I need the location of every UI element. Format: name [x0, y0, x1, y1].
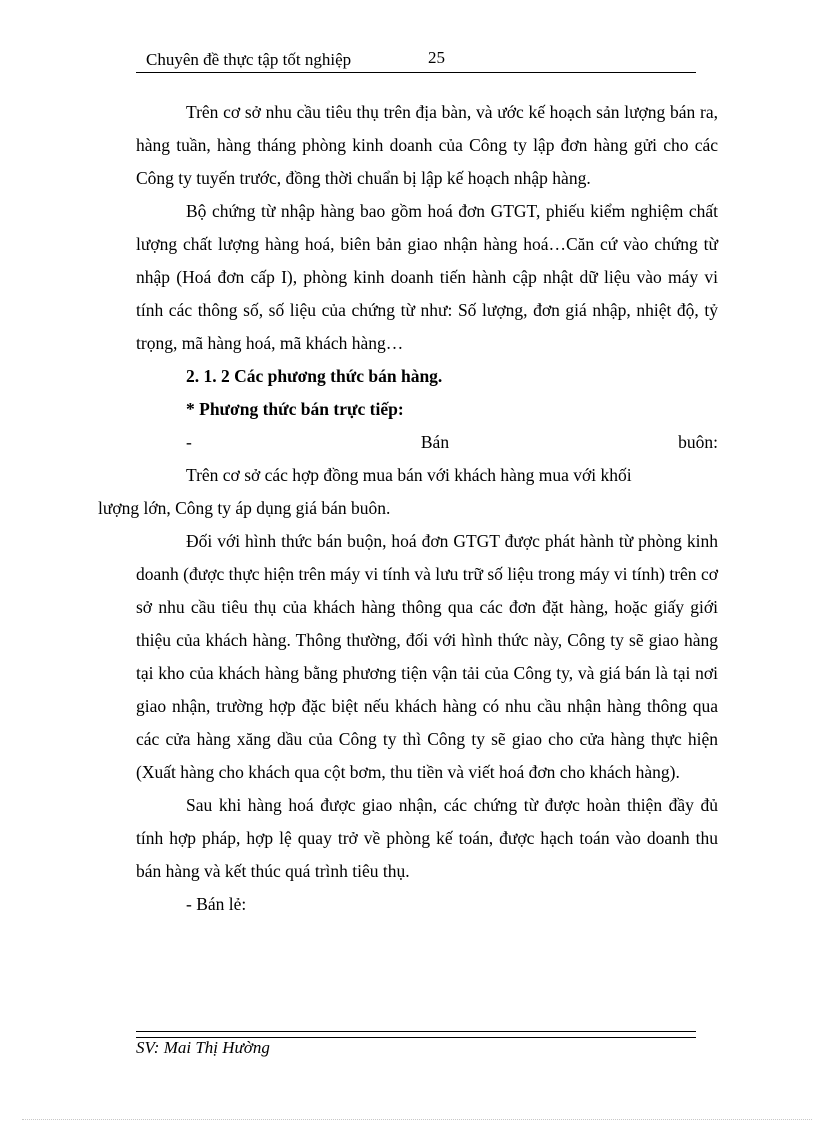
footer-divider — [136, 1031, 696, 1038]
list-item-word-2: buôn: — [678, 432, 718, 452]
header-title: Chuyên đề thực tập tốt nghiệp — [146, 50, 352, 69]
subheading: * Phương thức bán trực tiếp: — [186, 399, 404, 419]
paragraph-3-line-2: lượng lớn, Công ty áp dụng giá bán buôn. — [98, 498, 391, 518]
page-edge-divider — [22, 1119, 812, 1120]
page-header — [136, 46, 696, 73]
paragraph-1-line-1: Trên cơ sở nhu cầu tiêu thụ trên địa bàn, và ước kế hoạch sản lượng — [186, 102, 666, 122]
paragraph-2: Bộ chứng từ nhập hàng bao gồm hoá đơn GTGT, phiếu kiểm nghiệm chất lượng chất lượng hàng hoá, biên bản giao nhận hàng hoá…Căn cứ vào chứng từ nhập (Hoá đơn cấp I), phòng kinh doanh tiến hành cập nhật dữ liệu vào máy vi tính các thông số, số liệu của chứng từ như: Số lượng, đơn giá nhập, nhiệt độ, tỷ trọng, mã hàng hoá, mã khách hàng… — [136, 201, 718, 353]
footer-author: SV: Mai Thị Hường — [136, 1038, 270, 1057]
body-text — [98, 96, 718, 921]
paragraph-1 — [136, 96, 718, 195]
list-item-wholesale — [136, 426, 718, 459]
paragraph-5: Sau khi hàng hoá được giao nhận, các chứng từ được hoàn thiện đầy đủ tính hợp pháp, hợp lệ quay trở về phòng kế toán, được hạch toán vào doanh thu bán hàng và kết thúc quá trình tiêu thụ. — [136, 795, 718, 881]
paragraph-1-rest: bán ra, hàng tuần, hàng tháng phòng kinh doanh của Công ty lập đơn hàng gửi cho các Công ty tuyến trước, đồng thời chuẩn bị lập kế hoạch nhập hàng. — [136, 102, 718, 188]
paragraph-4: Đối với hình thức bán buộn, hoá đơn GTGT được phát hành từ phòng kinh doanh (được thực hiện trên máy vi tính và lưu trữ số liệu trong máy vi tính) trên cơ sở nhu cầu tiêu thụ của khách hàng thông qua các đơn đặt hàng, hoặc giấy giới thiệu của khách hàng. Thông thường, đối với hình thức này, Công ty sẽ giao hàng tại kho của khách hàng bằng phương tiện vận tải của Công ty, và giá bán là tại nơi giao nhận, trường hợp đặc biệt nếu khách hàng có nhu cầu nhận hàng thông qua các cửa hàng xăng dầu của Công ty thì Công ty sẽ giao cho cửa hàng thực hiện (Xuất hàng cho khách qua cột bơm, thu tiền và viết hoá đơn cho khách hàng). — [136, 531, 718, 782]
section-heading: 2. 1. 2 Các phương thức bán hàng. — [186, 366, 443, 386]
list-item-word-1: Bán — [420, 432, 450, 452]
list-item-dash: - — [186, 432, 192, 452]
list-item-retail: - Bán lẻ: — [186, 894, 247, 914]
paragraph-3 — [98, 459, 718, 525]
paragraph-3-line-1: Trên cơ sở các hợp đồng mua bán với khách hàng mua với khối — [186, 465, 632, 485]
page-number: 25 — [428, 48, 445, 67]
